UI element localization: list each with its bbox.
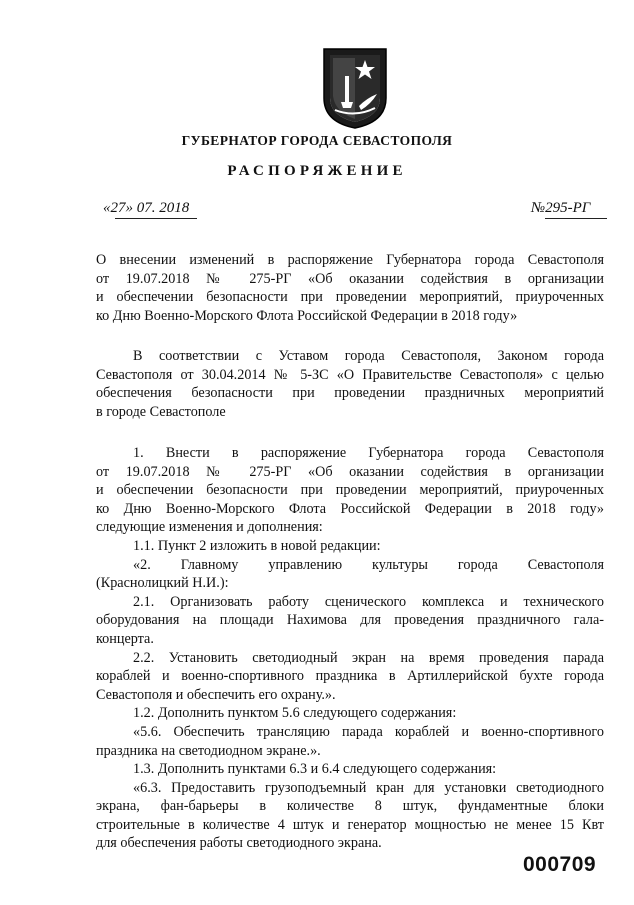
subject-line: О внесении изменений в распоряжение Губернатора города Севастополя (96, 252, 604, 268)
body-line: строительные в количестве 4 штук и генератор мощностью не менее 15 Квт (96, 816, 604, 833)
body-line: 1. Внести в распоряжение Губернатора города Севастополя (133, 445, 604, 461)
body-line: оборудования на площади Нахимова для проведения праздничного гала- (96, 612, 604, 629)
body-line: кораблей и военно-спортивного праздника в Артиллерийской бухте города (96, 668, 604, 685)
body-line: от 19.07.2018 № 275-РГ «Об оказании содействия в организации (96, 463, 604, 480)
preamble-line: Севастополя от 30.04.2014 № 5-ЗС «О Правительстве Севастополя» с целью (96, 366, 604, 383)
preamble-line: обеспечения безопасности при проведении праздничных мероприятий (96, 385, 604, 402)
order-subject (96, 251, 604, 325)
order-date: «27» 07. 2018 (103, 200, 190, 216)
body-line: «2. Главному управлению культуры города Севастополя (133, 556, 604, 573)
number-underline (545, 218, 607, 219)
body-line: 1.1. Пункт 2 изложить в новой редакции: (133, 537, 381, 554)
body-line: экрана, фан-барьеры в количестве 8 штук, фундаментные блоки (96, 798, 604, 815)
body-line: концерта. (96, 630, 154, 647)
body-line: ко Дню Военно-Морского Флота Российской Федерации в 2018 году» (96, 500, 604, 517)
sevastopol-coat-of-arms-icon (321, 46, 389, 130)
body-line: праздника на светодиодном экране.». (96, 742, 321, 759)
preamble-line: В соответствии с Уставом города Севастополя, Законом города (133, 348, 604, 364)
subject-line: и обеспечении безопасности при проведении мероприятий, приуроченных (96, 289, 604, 306)
body-line: 2.1. Организовать работу сценического комплекса и технического (133, 593, 604, 610)
body-line: 2.2. Установить светодиодный экран на время проведения парада (133, 649, 604, 666)
order-number: №295-РГ (531, 200, 591, 216)
body-line: «5.6. Обеспечить трансляцию парада кораблей и военно-спортивного (133, 723, 604, 740)
governor-title: ГУБЕРНАТОР ГОРОДА СЕВАСТОПОЛЯ (181, 133, 453, 148)
preamble-line: в городе Севастополе (96, 403, 226, 420)
body-line: и обеспечении безопасности при проведении мероприятий, приуроченных (96, 482, 604, 499)
document-type-title: РАСПОРЯЖЕНИЕ (227, 163, 407, 179)
body-line: 1.2. Дополнить пунктом 5.6 следующего содержания: (133, 705, 457, 722)
serial-number-stamp: 000709 (523, 853, 597, 876)
order-body (96, 444, 604, 853)
body-line: «6.3. Предоставить грузоподъемный кран для установки светодиодного (133, 779, 604, 796)
body-line: следующие изменения и дополнения: (96, 519, 323, 536)
body-line: 1.3. Дополнить пунктами 6.3 и 6.4 следующего содержания: (133, 761, 497, 778)
body-line: (Краснолицкий Н.И.): (96, 575, 229, 592)
date-underline (115, 218, 197, 219)
subject-line: от 19.07.2018 № 275-РГ «Об оказании содействия в организации (96, 270, 604, 287)
preamble (96, 347, 604, 421)
body-line: Севастополя и обеспечить его охрану.». (96, 686, 336, 703)
body-line: для обеспечения работы светодиодного экрана. (96, 835, 382, 852)
subject-line: ко Дню Военно-Морского Флота Российской Федерации в 2018 году» (96, 307, 518, 324)
